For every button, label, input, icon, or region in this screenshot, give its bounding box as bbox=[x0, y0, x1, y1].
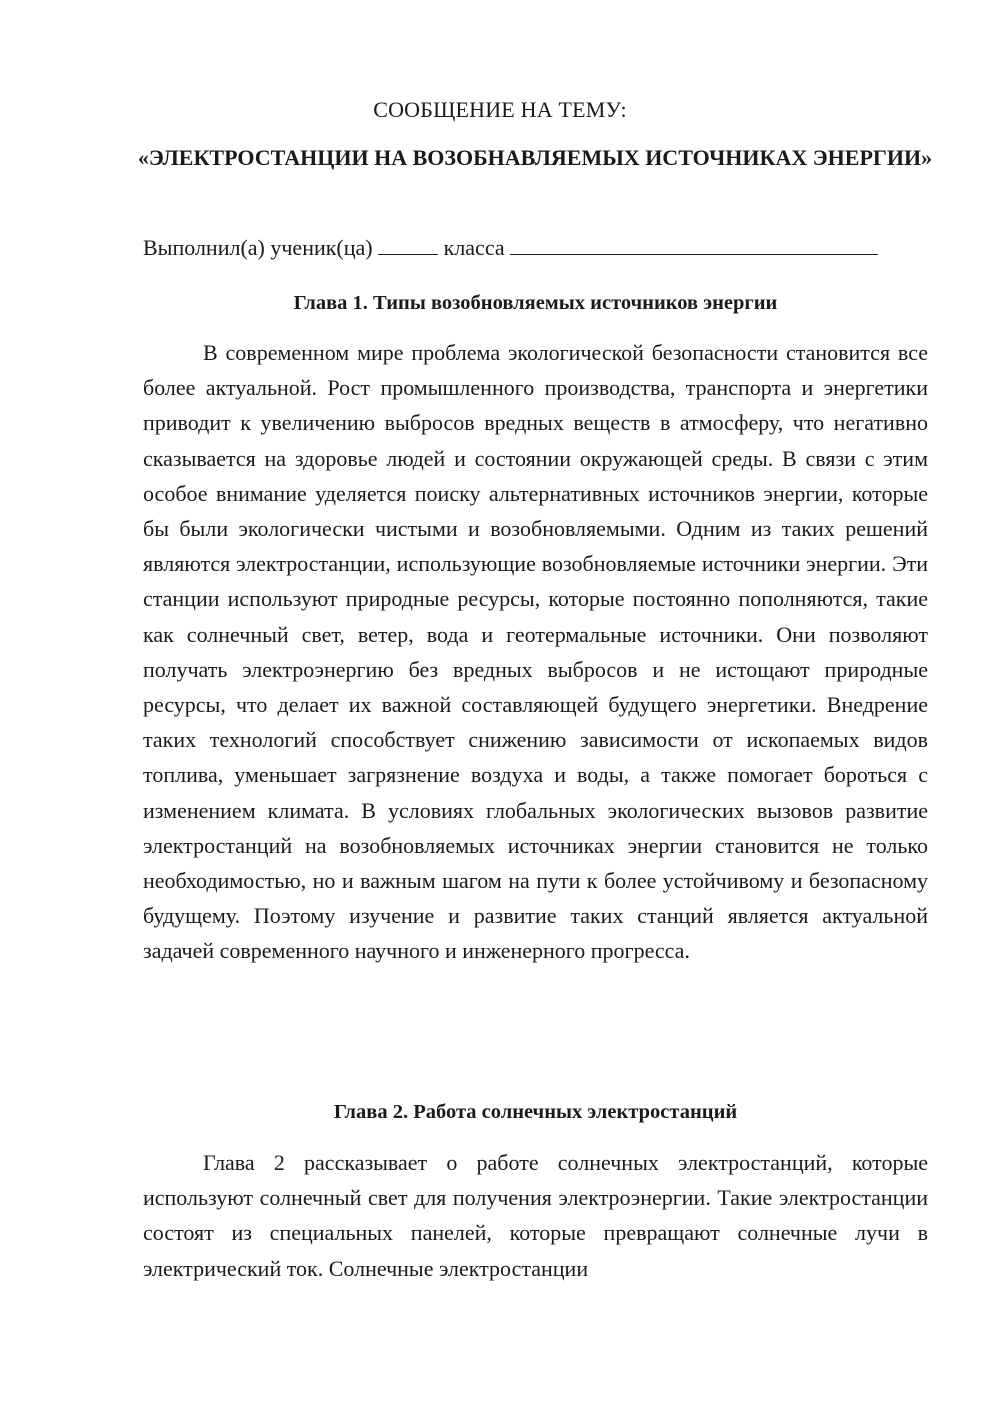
class-number-blank bbox=[378, 232, 438, 255]
author-prefix: Выполнил(а) ученик(ца) bbox=[143, 235, 373, 260]
document-title: «ЭЛЕКТРОСТАНЦИИ НА ВОЗОБНАВЛЯЕМЫХ ИСТОЧНИКАХ ЭНЕРГИИ» bbox=[137, 145, 933, 170]
document-header: СООБЩЕНИЕ НА ТЕМУ: bbox=[373, 97, 627, 122]
chapter-1-heading: Глава 1. Типы возобновляемых источников энергии bbox=[293, 292, 778, 314]
author-line bbox=[143, 232, 933, 263]
chapter-2-heading: Глава 2. Работа солнечных электростанций bbox=[333, 1101, 738, 1123]
student-name-blank bbox=[510, 232, 878, 255]
chapter-2-paragraph: Глава 2 рассказывает о работе солнечных электростанций, которые используют солнечный свет для получения электроэнергии. Такие электростанции состоят из специальных панелей, которые превращают солнечные лучи в электрический ток. Солнечные электростанции bbox=[143, 1150, 928, 1281]
chapter-1-paragraph: В современном мире проблема экологической безопасности становится все более актуальной. Рост промышленного производства, транспорта и энергетики приводит к увеличению выбросов вредных веществ в атмосферу, что негативно сказывается на здоровье людей и состоянии окружающей среды. В связи с этим особое внимание уделяется поиску альтернативных источников энергии, которые бы были экологически чистыми и возобновляемыми. Одним из таких решений являются электростанции, использующие возобновляемые источники энергии. Эти станции используют природные ресурсы, которые постоянно пополняются, такие как солнечный свет, ветер, вода и геотермальные источники. Они позволяют получать электроэнергию без вредных выбросов и не истощают природные ресурсы, что делает их важной составляющей будущего энергетики. Внедрение таких технологий способствует снижению зависимости от ископаемых видов топлива, уменьшает загрязнение воздуха и воды, а также помогает бороться с изменением климата. В условиях глобальных экологических вызовов развитие электростанций на возобновляемых источниках энергии становится не только необходимостью, но и важным шагом на пути к более устойчивому и безопасному будущему. Поэтому изучение и развитие таких станций является актуальной задачей современного научного и инженерного прогресса. bbox=[143, 340, 928, 964]
class-label: класса bbox=[443, 235, 505, 260]
